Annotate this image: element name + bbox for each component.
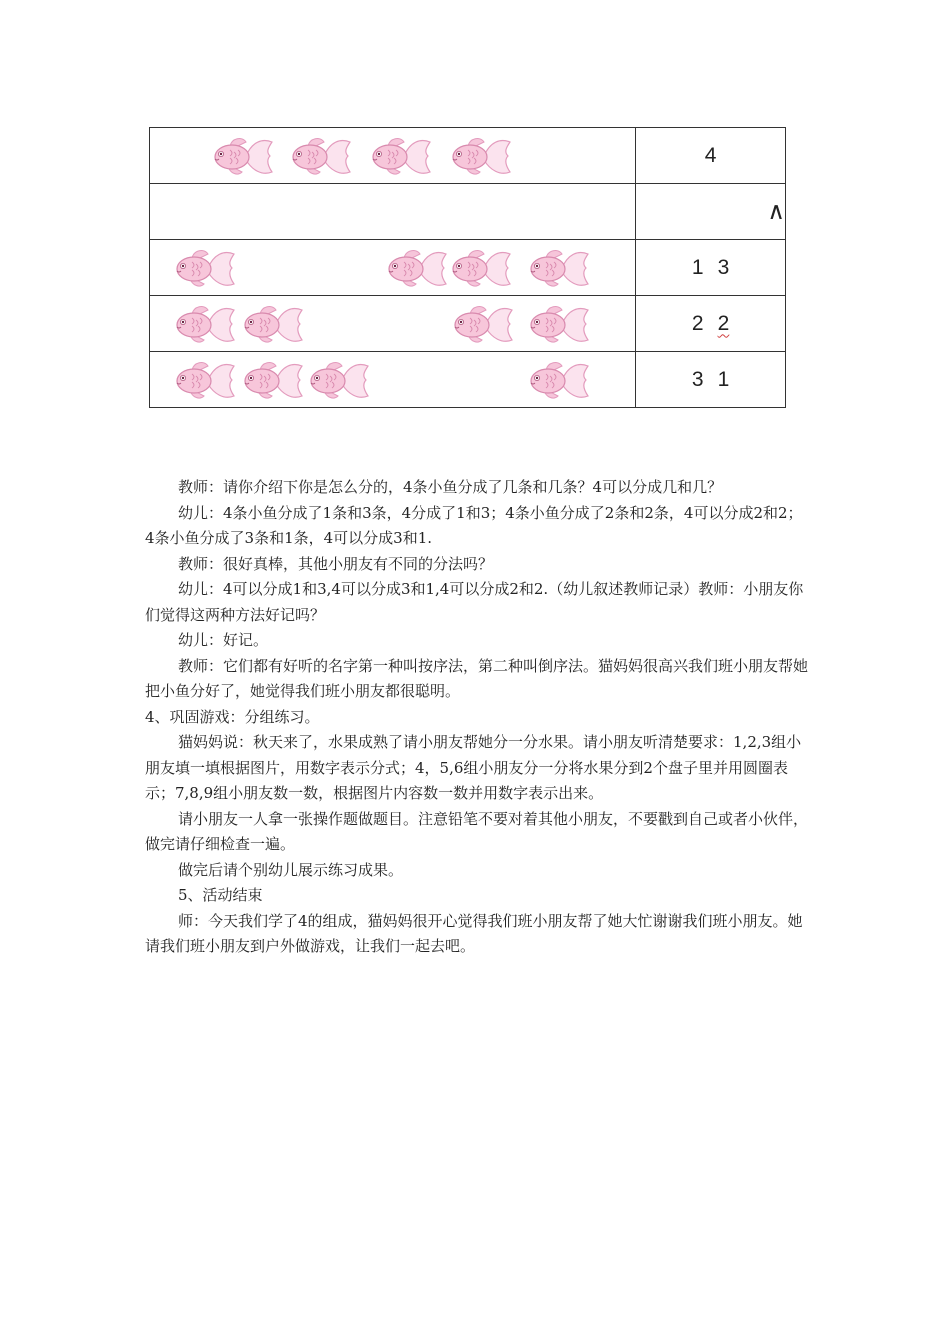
paragraph: 教师：很好真棒，其他小朋友有不同的分法吗？	[178, 554, 494, 573]
goldfish-icon	[370, 136, 432, 178]
split-caret: ∧	[767, 198, 785, 225]
section-heading: 4、巩固游戏：分组练习。	[145, 707, 320, 726]
fish-cell	[150, 296, 636, 352]
empty-cell	[150, 184, 636, 240]
goldfish-icon	[452, 304, 514, 346]
paragraph: 师：今天我们学了4的组成，猫妈妈很开心觉得我们班小朋友帮了她大忙谢谢我们班小朋友。她请我们班小朋友到户外做游戏，让我们一起去吧。	[145, 911, 803, 955]
number-b: 3	[717, 255, 730, 279]
goldfish-icon	[528, 248, 590, 290]
number-a: 3	[691, 367, 704, 391]
goldfish-icon	[528, 304, 590, 346]
paragraph: 请小朋友一人拿一张操作题做题目。注意铅笔不要对着其他小朋友，不要戳到自己或者小伙伴，做完请仔细检查一遍。	[145, 809, 809, 853]
table-row	[150, 352, 786, 408]
goldfish-icon	[308, 360, 370, 402]
goldfish-icon	[174, 304, 236, 346]
number-a: 2	[691, 311, 704, 335]
paragraph: 做完后请个别幼儿展示练习成果。	[178, 860, 404, 879]
goldfish-icon	[450, 136, 512, 178]
paragraph: 教师：它们都有好听的名字第一种叫按序法，第二种叫倒序法。猫妈妈很高兴我们班小朋友帮她把小鱼分好了，她觉得我们班小朋友都很聪明。	[145, 656, 809, 700]
paragraph: 幼儿：4条小鱼分成了1条和3条，4分成了1和3；4条小鱼分成了2条和2条，4可以分成2和2；4条小鱼分成了3条和1条，4可以分成3和1.	[145, 503, 803, 547]
goldfish-icon	[242, 304, 304, 346]
goldfish-icon	[528, 360, 590, 402]
number-a: 4	[704, 143, 717, 167]
goldfish-icon	[212, 136, 274, 178]
number-b: 1	[717, 367, 730, 391]
paragraph: 猫妈妈说：秋天来了，水果成熟了请小朋友帮她分一分水果。请小朋友听清楚要求：1,2,3组小朋友填一填根据图片，用数字表示分式；4，5,6组小朋友分一分将水果分到2个盘子里并用圆圈表示；7,8,9组小朋友数一数，根据图片内容数一数并用数字表示出来。	[145, 733, 802, 802]
paragraph: 教师：请你介绍下你是怎么分的，4条小鱼分成了几条和几条？4可以分成几和几？	[178, 478, 723, 496]
fish-cell	[150, 240, 636, 296]
goldfish-icon	[450, 248, 512, 290]
number-cell	[636, 240, 786, 296]
fish-cell	[150, 352, 636, 408]
goldfish-icon	[174, 248, 236, 290]
number-cell	[636, 352, 786, 408]
number-cell	[636, 128, 786, 184]
table-row	[150, 128, 786, 184]
goldfish-icon	[290, 136, 352, 178]
paragraph: 幼儿：好记。	[178, 631, 269, 649]
table-row	[150, 184, 786, 240]
fish-division-table	[149, 127, 786, 408]
section-heading: 5、活动结束	[178, 886, 263, 904]
number-a: 1	[691, 255, 704, 279]
fish-cell	[150, 128, 636, 184]
body-text	[145, 475, 810, 960]
number-b: 2	[717, 311, 730, 335]
goldfish-icon	[242, 360, 304, 402]
split-caret-cell	[636, 184, 786, 240]
goldfish-icon	[174, 360, 236, 402]
paragraph: 幼儿：4可以分成1和3,4可以分成3和1,4可以分成2和2.（幼儿叙述教师记录）教师：小朋友你们觉得这两种方法好记吗？	[145, 580, 804, 624]
number-cell	[636, 296, 786, 352]
table-row	[150, 296, 786, 352]
table-row	[150, 240, 786, 296]
goldfish-icon	[386, 248, 448, 290]
